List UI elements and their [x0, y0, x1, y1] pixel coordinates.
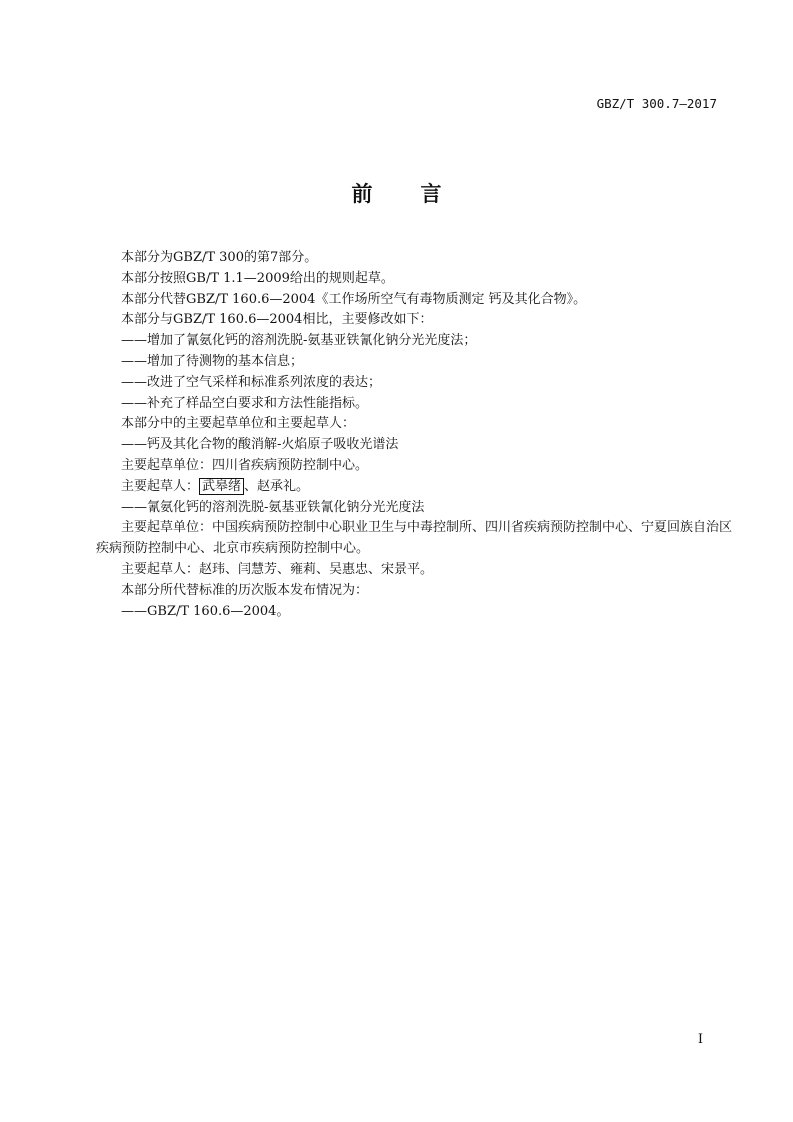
drafters-suffix: 、赵承礼。: [244, 478, 310, 494]
paragraph-history-intro: 本部分所代替标准的历次版本发布情况为：: [121, 582, 369, 598]
drafting-units: 主要起草单位：中国疾病预防控制中心职业卫生与中毒控制所、四川省疾病预防控制中心、宁夏回族自治区疾病预防控制中心、北京市疾病预防控制中心。: [96, 520, 733, 557]
standard-code: GBZ/T 300.7—2017: [596, 96, 717, 111]
change-item: ——补充了样品空白要求和方法性能指标。: [121, 395, 369, 411]
boxed-drafter-name: 武皋绪: [199, 478, 244, 495]
page-number: I: [697, 1032, 703, 1047]
drafters-prefix: 主要起草人：: [121, 478, 200, 494]
paragraph-drafters-intro: 本部分中的主要起草单位和主要起草人：: [121, 416, 356, 432]
paragraph-replaces: 本部分代替GBZ/T 160.6—2004《工作场所空气有毒物质测定 钙及其化合物》。: [121, 291, 587, 307]
title-char-1: 前: [351, 181, 373, 206]
history-item: ——GBZ/T 160.6—2004。: [121, 603, 290, 619]
preface-body: [96, 248, 736, 622]
method-heading: ——氰氨化钙的溶剂洗脱-氨基亚铁氰化钠分光光度法: [121, 499, 425, 515]
paragraph-drafting-rules: 本部分按照GB/T 1.1—2009给出的规则起草。: [121, 270, 394, 286]
paragraph-main-changes: 本部分与GBZ/T 160.6—2004相比，主要修改如下：: [121, 312, 433, 328]
page-title: [0, 178, 793, 208]
drafters-line: 主要起草人：赵玮、闫慧芳、雍莉、吴惠忠、宋景平。: [121, 561, 434, 577]
title-char-2: 言: [420, 181, 442, 206]
change-item: ——增加了氰氨化钙的溶剂洗脱-氨基亚铁氰化钠分光光度法；: [121, 333, 477, 349]
drafting-units: 主要起草单位：四川省疾病预防控制中心。: [121, 457, 369, 473]
paragraph-part-of-series: 本部分为GBZ/T 300的第7部分。: [121, 250, 318, 265]
drafters-line: [96, 477, 736, 498]
change-item: ——增加了待测物的基本信息；: [121, 353, 304, 369]
method-heading: ——钙及其化合物的酸消解-火焰原子吸收光谱法: [121, 437, 399, 453]
change-item: ——改进了空气采样和标准系列浓度的表达；: [121, 374, 382, 390]
